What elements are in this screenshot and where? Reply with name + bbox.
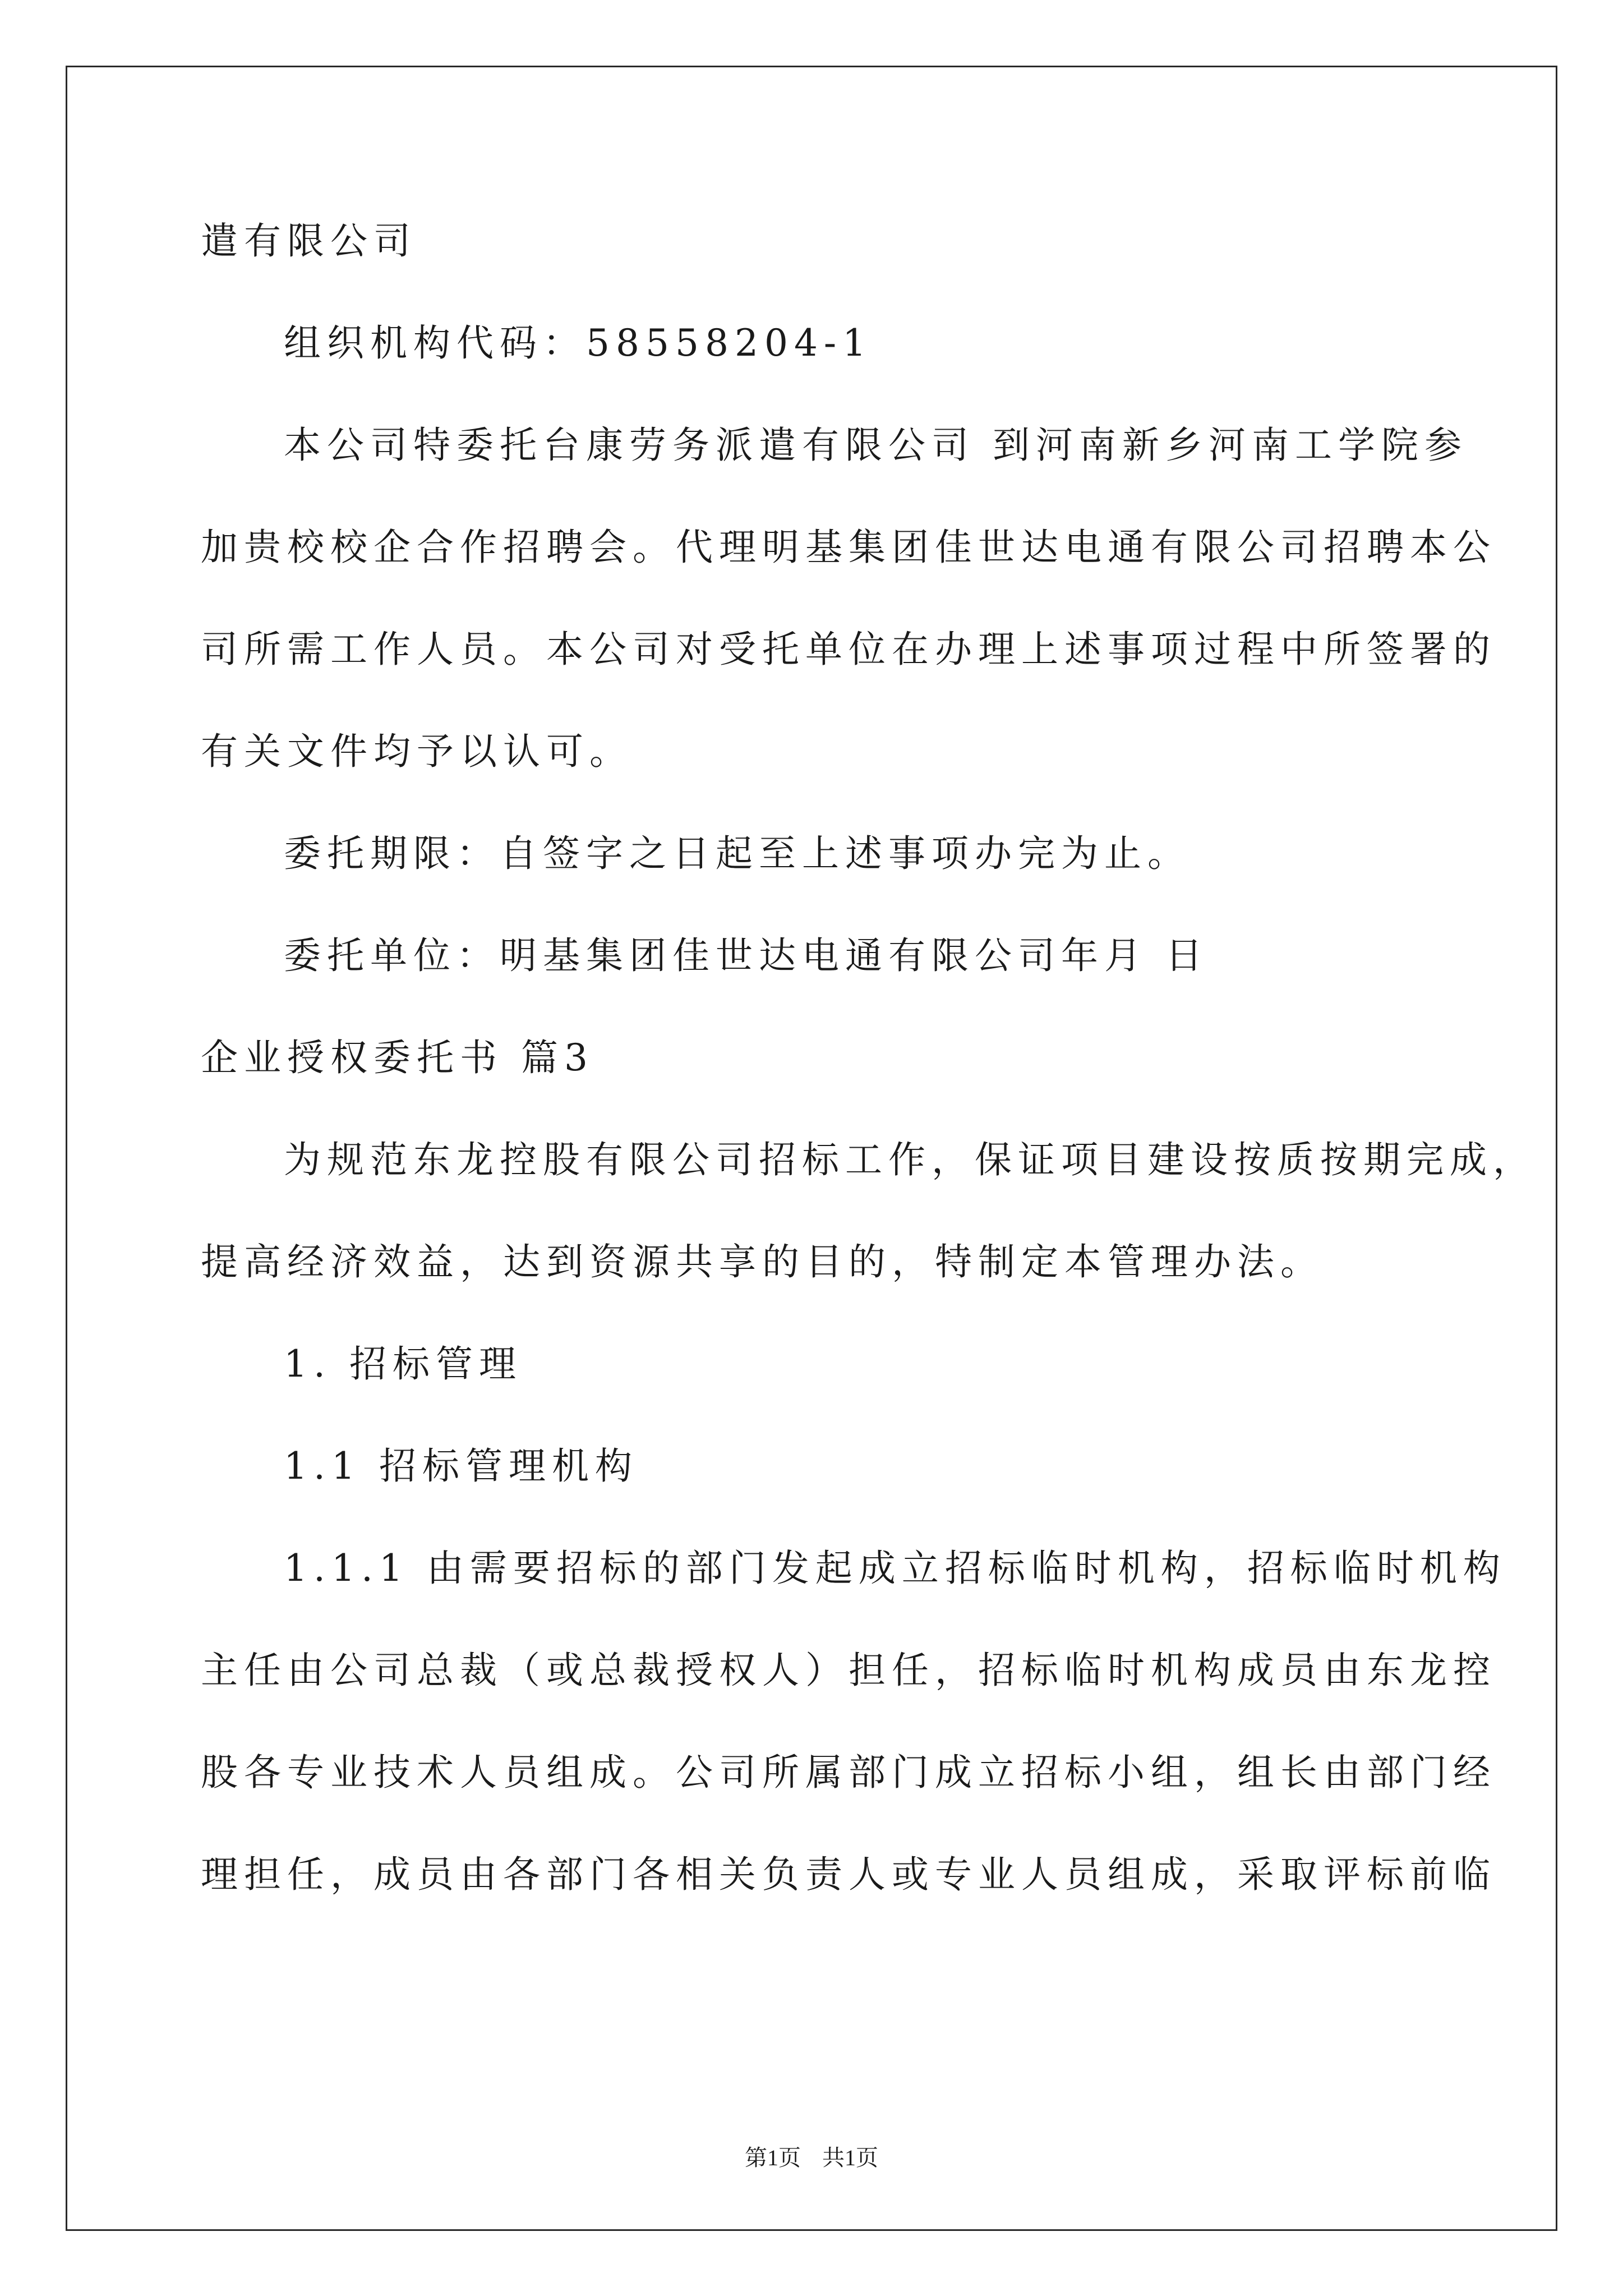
page-total: 共1页 (822, 2145, 878, 2170)
entrusting-unit-line: 委托单位：明基集团佳世达电通有限公司年月 日 (284, 934, 1209, 977)
paragraph-line: 股各专业技术人员组成。公司所属部门成立招标小组，组长由部门经 (201, 1751, 1496, 1794)
paragraph-line: 提高经济效益，达到资源共享的目的，特制定本管理办法。 (201, 1240, 1324, 1283)
paragraph-line: 1.1.1 由需要招标的部门发起成立招标临时机构，招标临时机构 (284, 1547, 1506, 1590)
term-line: 委托期限：自签字之日起至上述事项办完为止。 (284, 832, 1191, 875)
paragraph-line: 本公司特委托台康劳务派遣有限公司 到河南新乡河南工学院参 (284, 424, 1468, 467)
paragraph-line: 遣有限公司 (201, 219, 417, 263)
page-footer (0, 2144, 1623, 2172)
paragraph-line: 理担任，成员由各部门各相关负责人或专业人员组成，采取评标前临 (201, 1853, 1496, 1896)
paragraph-line: 主任由公司总裁（或总裁授权人）担任，招标临时机构成员由东龙控 (201, 1649, 1496, 1692)
page-number: 第1页 (745, 2145, 801, 2170)
numbered-subheading: 1.1 招标管理机构 (284, 1444, 638, 1488)
org-code-line: 组织机构代码：58558204-1 (284, 321, 873, 365)
paragraph-line: 司所需工作人员。本公司对受托单位在办理上述事项过程中所签署的 (201, 628, 1496, 671)
paragraph-line: 有关文件均予以认可。 (201, 730, 633, 773)
section-heading: 企业授权委托书 篇3 (201, 1036, 594, 1079)
paragraph-line: 加贵校校企合作招聘会。代理明基集团佳世达电通有限公司招聘本公 (201, 526, 1496, 569)
paragraph-line: 为规范东龙控股有限公司招标工作，保证项目建设按质按期完成， (284, 1138, 1536, 1181)
numbered-heading: 1. 招标管理 (284, 1342, 522, 1386)
